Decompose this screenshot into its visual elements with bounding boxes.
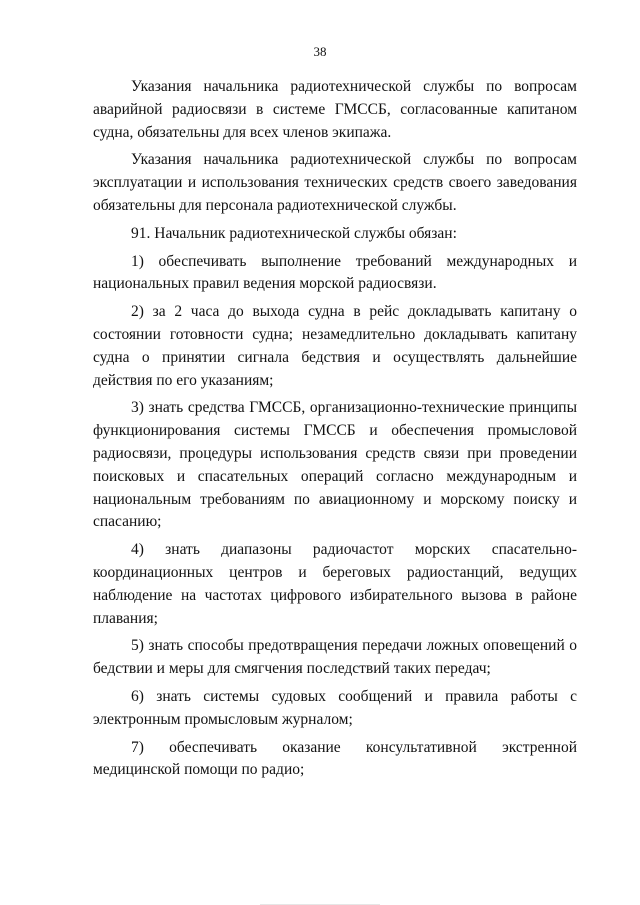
- list-item-4: 4) знать диапазоны радиочастот морских спасательно-координационных центров и береговых радиостанций, ведущих наблюдение на частотах цифрового избирательного вызова в районе плавания;: [93, 541, 577, 627]
- list-item-3: 3) знать средства ГМССБ, организационно-технические принципы функционирования системы ГМССБ и обеспечения промысловой радиосвязи, процедуры использования средств связи при проведении поисковых и спасательных операций согласно международным и национальным требованиям по авиационному и морскому поиску и спасанию;: [93, 399, 577, 531]
- document-body: [93, 76, 577, 782]
- paragraph-item-91-heading: 91. Начальник радиотехнической службы обязан:: [131, 224, 457, 242]
- list-item-2: 2) за 2 часа до выхода судна в рейс докладывать капитану о состоянии готовности судна; незамедлительно докладывать капитану судна о принятии сигнала бедствия и осуществлять дальнейшие действия по его указаниям;: [93, 303, 577, 389]
- list-item-1: 1) обеспечивать выполнение требований международных и национальных правил ведения морской радиосвязи.: [93, 252, 577, 293]
- list-item-7: 7) обеспечивать оказание консультативной экстренной медицинской помощи по радио;: [93, 738, 577, 779]
- paragraph-equipment-instructions: Указания начальника радиотехнической службы по вопросам эксплуатации и использования технических средств своего заведования обязательны для персонала радиотехнической службы.: [93, 151, 577, 214]
- paragraph-emergency-comms-instructions: Указания начальника радиотехнической службы по вопросам аварийной радиосвязи в системе ГМССБ, согласованные капитаном судна, обязательны для всех членов экипажа.: [93, 78, 577, 141]
- list-item-5: 5) знать способы предотвращения передачи ложных оповещений о бедствии и меры для смягчения последствий таких передач;: [93, 637, 577, 678]
- list-item-6: 6) знать системы судовых сообщений и правила работы с электронным промысловым журналом;: [93, 687, 577, 728]
- page-number: 38: [313, 44, 327, 59]
